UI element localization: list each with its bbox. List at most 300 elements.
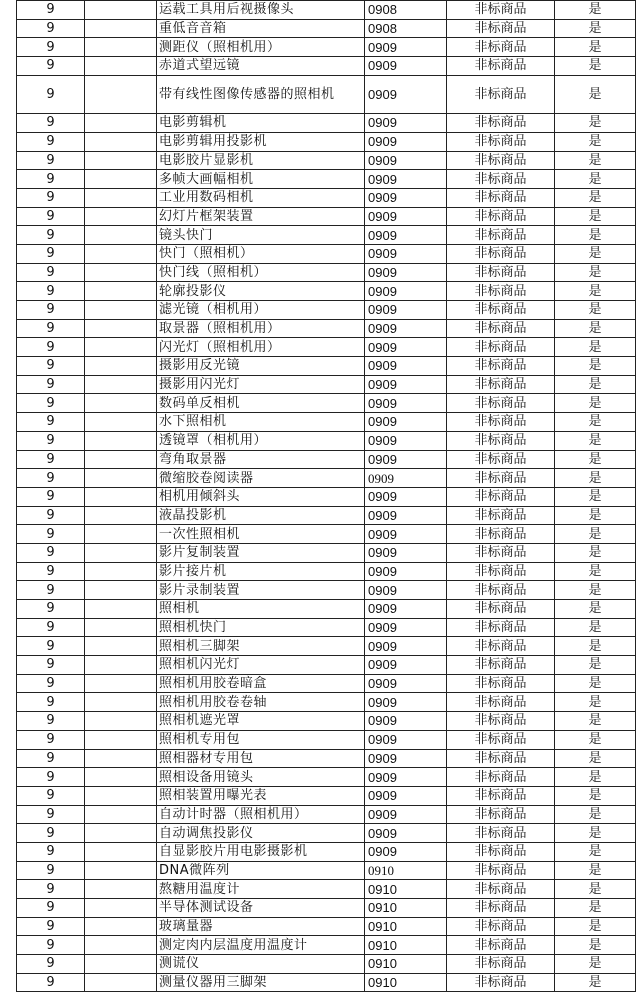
item-name-cell: 镜头快门 — [157, 226, 365, 245]
table-row — [17, 114, 636, 133]
empty-cell — [85, 413, 157, 432]
flag-cell: 是 — [555, 170, 636, 189]
class-number-cell: 9 — [17, 730, 85, 749]
table-row — [17, 188, 636, 207]
item-name-cell: 影片接片机 — [157, 562, 365, 581]
empty-cell — [85, 786, 157, 805]
table-row — [17, 132, 636, 151]
item-name-cell: 摄影用闪光灯 — [157, 375, 365, 394]
class-number-cell: 9 — [17, 973, 85, 992]
category-cell: 非标商品 — [447, 768, 555, 787]
empty-cell — [85, 899, 157, 918]
flag-cell: 是 — [555, 375, 636, 394]
category-cell: 非标商品 — [447, 282, 555, 301]
class-number-cell: 9 — [17, 955, 85, 974]
class-number-cell: 9 — [17, 562, 85, 581]
category-cell: 非标商品 — [447, 674, 555, 693]
group-code-cell: 0908 — [365, 1, 447, 20]
category-cell: 非标商品 — [447, 693, 555, 712]
empty-cell — [85, 357, 157, 376]
flag-cell: 是 — [555, 357, 636, 376]
group-code-cell: 0910 — [365, 880, 447, 899]
class-number-cell: 9 — [17, 581, 85, 600]
table-row — [17, 712, 636, 731]
category-cell: 非标商品 — [447, 19, 555, 38]
class-number-cell: 9 — [17, 880, 85, 899]
group-code-cell: 0909 — [365, 618, 447, 637]
item-name-cell: 数码单反相机 — [157, 394, 365, 413]
item-name-cell: 透镜罩（相机用） — [157, 431, 365, 450]
category-cell: 非标商品 — [447, 450, 555, 469]
group-code-cell: 0909 — [365, 600, 447, 619]
empty-cell — [85, 880, 157, 899]
table-row — [17, 319, 636, 338]
item-name-cell: 电影剪辑机 — [157, 114, 365, 133]
empty-cell — [85, 226, 157, 245]
category-cell: 非标商品 — [447, 917, 555, 936]
flag-cell: 是 — [555, 282, 636, 301]
group-code-cell: 0909 — [365, 712, 447, 731]
group-code-cell: 0909 — [365, 842, 447, 861]
item-name-cell: 水下照相机 — [157, 413, 365, 432]
class-number-cell: 9 — [17, 861, 85, 880]
empty-cell — [85, 75, 157, 113]
class-number-cell: 9 — [17, 413, 85, 432]
flag-cell: 是 — [555, 301, 636, 320]
class-number-cell: 9 — [17, 1, 85, 20]
item-name-cell: 相机用倾斜头 — [157, 487, 365, 506]
table-row — [17, 880, 636, 899]
item-name-cell: 照相机专用包 — [157, 730, 365, 749]
flag-cell: 是 — [555, 581, 636, 600]
flag-cell: 是 — [555, 768, 636, 787]
class-number-cell: 9 — [17, 600, 85, 619]
item-name-cell: 重低音音箱 — [157, 19, 365, 38]
category-cell: 非标商品 — [447, 487, 555, 506]
group-code-cell: 0909 — [365, 824, 447, 843]
empty-cell — [85, 749, 157, 768]
category-cell: 非标商品 — [447, 824, 555, 843]
category-cell: 非标商品 — [447, 600, 555, 619]
class-number-cell: 9 — [17, 656, 85, 675]
empty-cell — [85, 282, 157, 301]
flag-cell: 是 — [555, 861, 636, 880]
category-cell: 非标商品 — [447, 188, 555, 207]
empty-cell — [85, 244, 157, 263]
item-name-cell: 照相机三脚架 — [157, 637, 365, 656]
category-cell: 非标商品 — [447, 170, 555, 189]
flag-cell: 是 — [555, 955, 636, 974]
group-code-cell: 0909 — [365, 338, 447, 357]
category-cell: 非标商品 — [447, 132, 555, 151]
flag-cell: 是 — [555, 973, 636, 992]
flag-cell: 是 — [555, 394, 636, 413]
empty-cell — [85, 188, 157, 207]
flag-cell: 是 — [555, 338, 636, 357]
group-code-cell: 0909 — [365, 730, 447, 749]
class-number-cell: 9 — [17, 768, 85, 787]
class-number-cell: 9 — [17, 917, 85, 936]
item-name-cell: 照相机用胶卷暗盒 — [157, 674, 365, 693]
class-number-cell: 9 — [17, 693, 85, 712]
table-row — [17, 674, 636, 693]
empty-cell — [85, 394, 157, 413]
empty-cell — [85, 207, 157, 226]
table-row — [17, 768, 636, 787]
empty-cell — [85, 842, 157, 861]
empty-cell — [85, 19, 157, 38]
category-cell: 非标商品 — [447, 712, 555, 731]
item-name-cell: 闪光灯（照相机用） — [157, 338, 365, 357]
flag-cell: 是 — [555, 618, 636, 637]
flag-cell: 是 — [555, 543, 636, 562]
item-name-cell: 照相装置用曝光表 — [157, 786, 365, 805]
table-row — [17, 487, 636, 506]
table-row — [17, 861, 636, 880]
flag-cell: 是 — [555, 600, 636, 619]
table-row — [17, 824, 636, 843]
group-code-cell: 0909 — [365, 749, 447, 768]
flag-cell: 是 — [555, 244, 636, 263]
class-number-cell: 9 — [17, 543, 85, 562]
category-cell: 非标商品 — [447, 581, 555, 600]
item-name-cell: 照相机闪光灯 — [157, 656, 365, 675]
item-name-cell: 照相机 — [157, 600, 365, 619]
table-row — [17, 842, 636, 861]
category-cell: 非标商品 — [447, 357, 555, 376]
class-number-cell: 9 — [17, 842, 85, 861]
flag-cell: 是 — [555, 450, 636, 469]
flag-cell: 是 — [555, 413, 636, 432]
item-name-cell: 工业用数码相机 — [157, 188, 365, 207]
item-name-cell: 影片录制装置 — [157, 581, 365, 600]
flag-cell: 是 — [555, 936, 636, 955]
group-code-cell: 0909 — [365, 357, 447, 376]
table-row — [17, 730, 636, 749]
flag-cell: 是 — [555, 674, 636, 693]
empty-cell — [85, 132, 157, 151]
item-name-cell: 摄影用反光镜 — [157, 357, 365, 376]
category-cell: 非标商品 — [447, 338, 555, 357]
group-code-cell: 0909 — [365, 487, 447, 506]
class-number-cell: 9 — [17, 805, 85, 824]
group-code-cell: 0909 — [365, 469, 447, 488]
empty-cell — [85, 301, 157, 320]
flag-cell: 是 — [555, 824, 636, 843]
empty-cell — [85, 375, 157, 394]
flag-cell: 是 — [555, 899, 636, 918]
empty-cell — [85, 955, 157, 974]
group-code-cell: 0909 — [365, 207, 447, 226]
class-number-cell: 9 — [17, 357, 85, 376]
empty-cell — [85, 431, 157, 450]
group-code-cell: 0909 — [365, 693, 447, 712]
table-row — [17, 38, 636, 57]
class-number-cell: 9 — [17, 936, 85, 955]
group-code-cell: 0909 — [365, 805, 447, 824]
table-row — [17, 338, 636, 357]
group-code-cell: 0909 — [365, 413, 447, 432]
group-code-cell: 0910 — [365, 861, 447, 880]
flag-cell: 是 — [555, 730, 636, 749]
flag-cell: 是 — [555, 19, 636, 38]
table-row — [17, 506, 636, 525]
empty-cell — [85, 917, 157, 936]
category-cell: 非标商品 — [447, 861, 555, 880]
empty-cell — [85, 936, 157, 955]
table-row — [17, 75, 636, 113]
item-name-cell: 一次性照相机 — [157, 525, 365, 544]
table-row — [17, 1, 636, 20]
group-code-cell: 0909 — [365, 114, 447, 133]
class-number-cell: 9 — [17, 506, 85, 525]
category-cell: 非标商品 — [447, 207, 555, 226]
item-name-cell: 赤道式望远镜 — [157, 57, 365, 76]
table-row — [17, 581, 636, 600]
class-number-cell: 9 — [17, 712, 85, 731]
group-code-cell: 0909 — [365, 786, 447, 805]
item-name-cell: 影片复制装置 — [157, 543, 365, 562]
class-number-cell: 9 — [17, 207, 85, 226]
item-name-cell: 轮廓投影仪 — [157, 282, 365, 301]
table-row — [17, 226, 636, 245]
item-name-cell: 微缩胶卷阅读器 — [157, 469, 365, 488]
category-cell: 非标商品 — [447, 936, 555, 955]
empty-cell — [85, 543, 157, 562]
class-number-cell: 9 — [17, 114, 85, 133]
category-cell: 非标商品 — [447, 525, 555, 544]
empty-cell — [85, 637, 157, 656]
flag-cell: 是 — [555, 132, 636, 151]
group-code-cell: 0909 — [365, 263, 447, 282]
group-code-cell: 0910 — [365, 917, 447, 936]
table-body — [17, 1, 636, 992]
table-row — [17, 301, 636, 320]
class-number-cell: 9 — [17, 170, 85, 189]
empty-cell — [85, 562, 157, 581]
empty-cell — [85, 487, 157, 506]
category-cell: 非标商品 — [447, 301, 555, 320]
category-cell: 非标商品 — [447, 730, 555, 749]
table-row — [17, 394, 636, 413]
table-row — [17, 207, 636, 226]
class-number-cell: 9 — [17, 525, 85, 544]
category-cell: 非标商品 — [447, 786, 555, 805]
item-name-cell: 运载工具用后视摄像头 — [157, 1, 365, 20]
category-cell: 非标商品 — [447, 842, 555, 861]
item-name-cell: 自动调焦投影仪 — [157, 824, 365, 843]
flag-cell: 是 — [555, 656, 636, 675]
table-row — [17, 749, 636, 768]
item-name-cell: 滤光镜（相机用） — [157, 301, 365, 320]
class-number-cell: 9 — [17, 19, 85, 38]
flag-cell: 是 — [555, 431, 636, 450]
group-code-cell: 0909 — [365, 637, 447, 656]
item-name-cell: 取景器（照相机用） — [157, 319, 365, 338]
class-number-cell: 9 — [17, 375, 85, 394]
category-cell: 非标商品 — [447, 394, 555, 413]
empty-cell — [85, 38, 157, 57]
empty-cell — [85, 319, 157, 338]
item-name-cell: 自动计时器（照相机用） — [157, 805, 365, 824]
category-cell: 非标商品 — [447, 955, 555, 974]
class-number-cell: 9 — [17, 469, 85, 488]
empty-cell — [85, 674, 157, 693]
category-cell: 非标商品 — [447, 151, 555, 170]
flag-cell: 是 — [555, 506, 636, 525]
table-row — [17, 656, 636, 675]
table-row — [17, 244, 636, 263]
class-number-cell: 9 — [17, 431, 85, 450]
class-number-cell: 9 — [17, 824, 85, 843]
table-row — [17, 562, 636, 581]
category-cell: 非标商品 — [447, 469, 555, 488]
empty-cell — [85, 57, 157, 76]
empty-cell — [85, 712, 157, 731]
group-code-cell: 0909 — [365, 38, 447, 57]
category-cell: 非标商品 — [447, 38, 555, 57]
category-cell: 非标商品 — [447, 75, 555, 113]
group-code-cell: 0909 — [365, 170, 447, 189]
group-code-cell: 0909 — [365, 151, 447, 170]
empty-cell — [85, 824, 157, 843]
group-code-cell: 0909 — [365, 562, 447, 581]
category-cell: 非标商品 — [447, 244, 555, 263]
item-name-cell: 液晶投影机 — [157, 506, 365, 525]
class-number-cell: 9 — [17, 637, 85, 656]
group-code-cell: 0909 — [365, 282, 447, 301]
item-name-cell: 多帧大画幅相机 — [157, 170, 365, 189]
class-number-cell: 9 — [17, 450, 85, 469]
flag-cell: 是 — [555, 880, 636, 899]
empty-cell — [85, 170, 157, 189]
group-code-cell: 0910 — [365, 955, 447, 974]
empty-cell — [85, 114, 157, 133]
table-row — [17, 282, 636, 301]
table-row — [17, 805, 636, 824]
group-code-cell: 0909 — [365, 543, 447, 562]
table-row — [17, 151, 636, 170]
item-name-cell: 弯角取景器 — [157, 450, 365, 469]
empty-cell — [85, 469, 157, 488]
class-number-cell: 9 — [17, 75, 85, 113]
group-code-cell: 0909 — [365, 375, 447, 394]
empty-cell — [85, 450, 157, 469]
flag-cell: 是 — [555, 917, 636, 936]
empty-cell — [85, 263, 157, 282]
table-row — [17, 431, 636, 450]
item-name-cell: 测谎仪 — [157, 955, 365, 974]
class-number-cell: 9 — [17, 338, 85, 357]
class-number-cell: 9 — [17, 38, 85, 57]
item-name-cell: 半导体测试设备 — [157, 899, 365, 918]
table-row — [17, 57, 636, 76]
empty-cell — [85, 805, 157, 824]
table-row — [17, 357, 636, 376]
group-code-cell: 0909 — [365, 57, 447, 76]
category-cell: 非标商品 — [447, 114, 555, 133]
item-name-cell: 照相设备用镜头 — [157, 768, 365, 787]
category-cell: 非标商品 — [447, 618, 555, 637]
flag-cell: 是 — [555, 1, 636, 20]
class-number-cell: 9 — [17, 244, 85, 263]
class-number-cell: 9 — [17, 263, 85, 282]
table-row — [17, 375, 636, 394]
group-code-cell: 0909 — [365, 319, 447, 338]
table-row — [17, 955, 636, 974]
item-name-cell: 自显影胶片用电影摄影机 — [157, 842, 365, 861]
category-cell: 非标商品 — [447, 413, 555, 432]
category-cell: 非标商品 — [447, 805, 555, 824]
flag-cell: 是 — [555, 469, 636, 488]
flag-cell: 是 — [555, 188, 636, 207]
flag-cell: 是 — [555, 525, 636, 544]
category-cell: 非标商品 — [447, 637, 555, 656]
table-row — [17, 917, 636, 936]
category-cell: 非标商品 — [447, 899, 555, 918]
empty-cell — [85, 973, 157, 992]
category-cell: 非标商品 — [447, 57, 555, 76]
item-name-cell: 测距仪（照相机用） — [157, 38, 365, 57]
category-cell: 非标商品 — [447, 375, 555, 394]
table-row — [17, 973, 636, 992]
table-row — [17, 637, 636, 656]
class-number-cell: 9 — [17, 487, 85, 506]
class-number-cell: 9 — [17, 319, 85, 338]
group-code-cell: 0909 — [365, 768, 447, 787]
table-row — [17, 469, 636, 488]
category-cell: 非标商品 — [447, 749, 555, 768]
flag-cell: 是 — [555, 75, 636, 113]
class-number-cell: 9 — [17, 749, 85, 768]
table-row — [17, 450, 636, 469]
group-code-cell: 0910 — [365, 973, 447, 992]
group-code-cell: 0908 — [365, 19, 447, 38]
empty-cell — [85, 600, 157, 619]
table-row — [17, 899, 636, 918]
class-number-cell: 9 — [17, 226, 85, 245]
empty-cell — [85, 861, 157, 880]
flag-cell: 是 — [555, 693, 636, 712]
empty-cell — [85, 581, 157, 600]
empty-cell — [85, 693, 157, 712]
item-name-cell: 玻璃量器 — [157, 917, 365, 936]
empty-cell — [85, 656, 157, 675]
flag-cell: 是 — [555, 263, 636, 282]
group-code-cell: 0909 — [365, 244, 447, 263]
item-name-cell: 快门线（照相机） — [157, 263, 365, 282]
flag-cell: 是 — [555, 805, 636, 824]
empty-cell — [85, 506, 157, 525]
item-name-cell: 幻灯片框架装置 — [157, 207, 365, 226]
table-row — [17, 263, 636, 282]
item-name-cell: 测量仪器用三脚架 — [157, 973, 365, 992]
item-name-cell: 熬糖用温度计 — [157, 880, 365, 899]
class-number-cell: 9 — [17, 394, 85, 413]
item-name-cell: 照相器材专用包 — [157, 749, 365, 768]
category-cell: 非标商品 — [447, 543, 555, 562]
flag-cell: 是 — [555, 842, 636, 861]
item-name-cell: 快门（照相机） — [157, 244, 365, 263]
group-code-cell: 0909 — [365, 450, 447, 469]
flag-cell: 是 — [555, 151, 636, 170]
category-cell: 非标商品 — [447, 562, 555, 581]
group-code-cell: 0909 — [365, 431, 447, 450]
class-number-cell: 9 — [17, 188, 85, 207]
table-row — [17, 693, 636, 712]
group-code-cell: 0909 — [365, 132, 447, 151]
table-row — [17, 413, 636, 432]
